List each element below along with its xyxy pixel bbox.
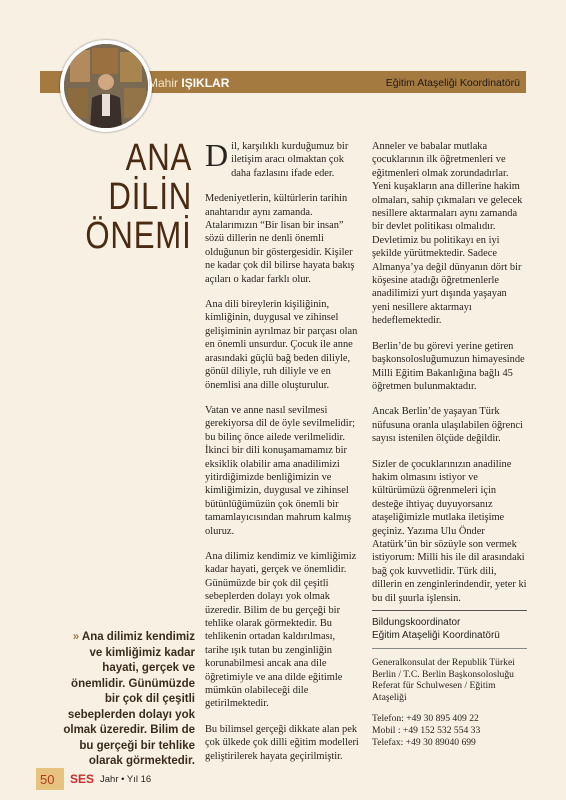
pull-quote-text: Ana dilimiz kendimiz ve kimliğimiz kadar hayati, gerçek ve önemlidir. Günümüzde bir çok dil çeşitli sebeplerden dolayı yok olmak üzeredir. Bilim de bu gerçeği bir tehlike olarak görmektedir. [63, 631, 195, 767]
paragraph: Vatan ve anne nasıl sevilmesi gerekiyorsa dil de öyle sevilmelidir; bu bilinç önce ailede verilmelidir. İkinci bir dili konuşamamamız bir eksiklik olabilir ama anadilimizi yitirdiğimizde benliğimizin ve kimliğimizin, duygusal ve zihinsel bütünlüğümüzün çok önemli bir tamamlayıcısından mahrum kalmış oluruz. [205, 404, 356, 537]
spacer [372, 703, 527, 713]
author-name [148, 76, 229, 90]
role-german: Bildungskoordinator [372, 617, 461, 628]
quote-mark: » [72, 631, 80, 643]
paragraph: Ana dilimiz kendimiz ve kimliğimiz kadar hayati, gerçek ve önemlidir. Günümüzde bir çok dil çeşitli sebeplerden dolayı yok olmak üzeredir. Bilim de bu gerçeği bir tehlike olarak görmektedir. Bu tehlikenin ortadan kaldırılması, tarihe ışık tutan bu zenginliğin korunabilmesi ancak ana dile öğretimiyle ve ana dilde eğitimle mümkün olabileceği dile getirilmektedir. [205, 550, 357, 710]
role-turkish: Eğitim Ataşeliği Koordinatörü [372, 629, 500, 641]
author-first-name: Mahir [148, 76, 179, 90]
magazine-logo: SES [70, 772, 95, 786]
paragraph: Anneler ve babalar mutlaka çocuklarının ilk öğretmenleri ve eğitmenleri olmak zorundadırlar. Yeni kuşakların ana dillerine hakim olmaları, sahip çıkmaları ve gelecek nesillere aktarmaları aynı zamanda bir devlet politikası olmalıdır. Devletimiz bu politikayı en iyi şekilde yürütmektedir. Sadece Almanya’ya değil dünyanın dört bir köşesine atadığı öğretmenlerle anadilimizi yurt dışında yaşayan yeni nesillere aktarmayı hedeflemektedir. [372, 141, 523, 327]
article-column-1 [205, 137, 360, 775]
issue-label: Jahr • Yıl 16 [100, 774, 152, 785]
paragraph: Ancak Berlin’de yaşayan Türk nüfusuna oranla ulaşılabilen öğrenci sayısı istenilen ölçüde değildir. [372, 406, 523, 445]
paragraph: Ana dili bireylerin kişiliğinin, kimliğinin, duygusal ve zihinsel gelişiminin ayrılmaz bir parçası olan en önemli unsurdur. Çocuk ile anne arasındaki güçlü bağ beden diliyle, gönül diliyle, ruh diliyle ve en önemlisi ana dille oluşturulur. [205, 299, 358, 391]
author-photo [60, 40, 152, 132]
address-line: Referat für Schulwesen / Eğitim Ataşeliği [372, 680, 496, 703]
paragraph-text: il, karşılıklı kurduğumuz bir iletişim aracı olmaktan çok daha fazlasını ifade eder. [231, 141, 349, 179]
divider [372, 648, 527, 649]
title-line-1: ANA [125, 137, 192, 179]
title-line-3: ÖNEMİ [85, 215, 192, 257]
paragraph [205, 137, 360, 180]
paragraph: Sizler de çocuklarınızın anadiline hakim olmasını istiyor ve kültürümüzü öğrenmeleri için desteğe ihtiyaç duyuyorsanız ataşeliğimizle mutlaka iletişime geçiniz. Yazıma Ulu Önder Atatürk’ün bir sözüyle son vermek istiyorum: Milli his ile dil arasındaki bağ çok kuvvetlidir. Türk dili, dillerin en zenginlerindendir, yeter ki bu dil şuurla işlensin. [372, 458, 527, 604]
paragraph: Medeniyetlerin, kültürlerin tarihin anahtarıdır aynı zamanda. Atalarımızın “Bir lisan bir insan” sözü dillerin ne denli önemli olduğunun bir göstergesidir. Kişiler ne kadar çok dil bilirse hayata bakış açıları o kadar farklı olur. [205, 193, 355, 285]
author-signature [372, 610, 527, 748]
page-number: 50 [40, 772, 55, 787]
fax-number: Telefax: +49 30 89040 699 [372, 736, 476, 748]
paragraph: Bu bilimsel gerçeği dikkate alan pek çok ülkede çok dilli eğitim modelleri geliştirilerek hayata geçirilmiştir. [205, 723, 359, 762]
pull-quote [60, 630, 195, 770]
author-last-name: IŞIKLAR [181, 76, 230, 90]
title-line-2: DİLİN [108, 176, 192, 218]
mobile-number: Mobil : +49 152 532 554 33 [372, 724, 481, 736]
drop-cap: D [205, 137, 229, 173]
article-column-2 [372, 140, 527, 617]
phone-number: Telefon: +49 30 895 409 22 [372, 713, 479, 725]
address-line: Generalkonsulat der Republik Türkei Berlin / T.C. Berlin Başkonsolosluğu [372, 657, 515, 680]
paragraph: Berlin’de bu görevi yerine getiren başkonsolosluğumuzun himayesinde Milli Eğitim Bakanlığına bağlı 45 öğretmen bulunmaktadır. [372, 340, 525, 392]
author-department: Eğitim Ataşeliği Koordinatörü [385, 77, 520, 89]
